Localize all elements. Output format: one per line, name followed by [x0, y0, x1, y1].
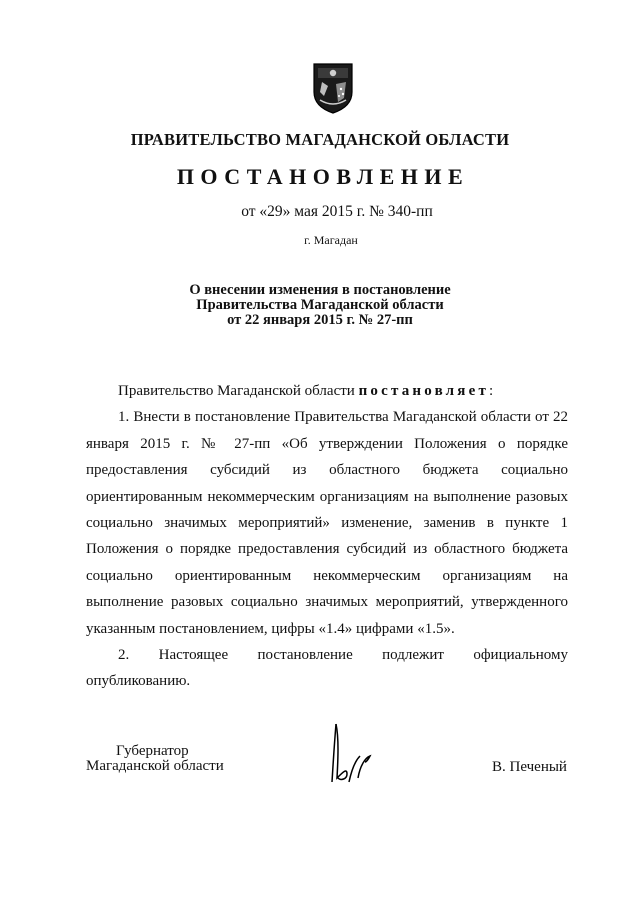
preamble-verb: постановляет [358, 383, 490, 399]
item-1-paragraph: 1. Внести в постановление Правительства Магаданской области от 22 января 2015 г. № 27-пп «Об утверждении Положения о порядке предоставления субсидий из областного бюджета социально ориентированным некоммерческим организациям на выполнение разовых социально значимых мероприятий» изменение, заменив в пункте 1 Положения о порядке предоставления субсидий из областного бюджета социально ориентированным некоммерческим организациям на выполнение разовых социально значимых мероприятий, утвержденного указанным постановлением, цифры «1.4» цифрами «1.5». [86, 409, 568, 637]
item-2-paragraph-line: 2. Настоящее постановление подлежит официальному [118, 647, 568, 664]
magadan-coat-of-arms-icon [312, 62, 354, 114]
document-body [86, 378, 568, 695]
signer-name: В. Печеный [492, 759, 567, 775]
signer-position-line: Губернатор [116, 743, 189, 759]
document-city: г. Магадан [304, 233, 358, 247]
handwritten-signature-icon [316, 716, 376, 786]
item-2-paragraph-end: опубликованию. [86, 673, 191, 690]
document-type: ПОСТАНОВЛЕНИЕ [176, 164, 470, 189]
document-subject [0, 283, 640, 328]
signer-position [86, 744, 224, 774]
subject-line: О внесении изменения в постановление [189, 282, 451, 298]
preamble-lead: Правительство Магаданской области [118, 383, 359, 399]
government-title: ПРАВИТЕЛЬСТВО МАГАДАНСКОЙ ОБЛАСТИ [130, 130, 510, 149]
signer-position-line: Магаданской области [86, 758, 224, 774]
preamble-paragraph [86, 378, 568, 404]
document-date-number: от «29» мая 2015 г. № 340-пп [241, 203, 433, 220]
subject-line: от 22 января 2015 г. № 27-пп [227, 312, 413, 328]
preamble-colon: : [489, 383, 494, 399]
subject-line: Правительства Магаданской области [196, 297, 444, 313]
